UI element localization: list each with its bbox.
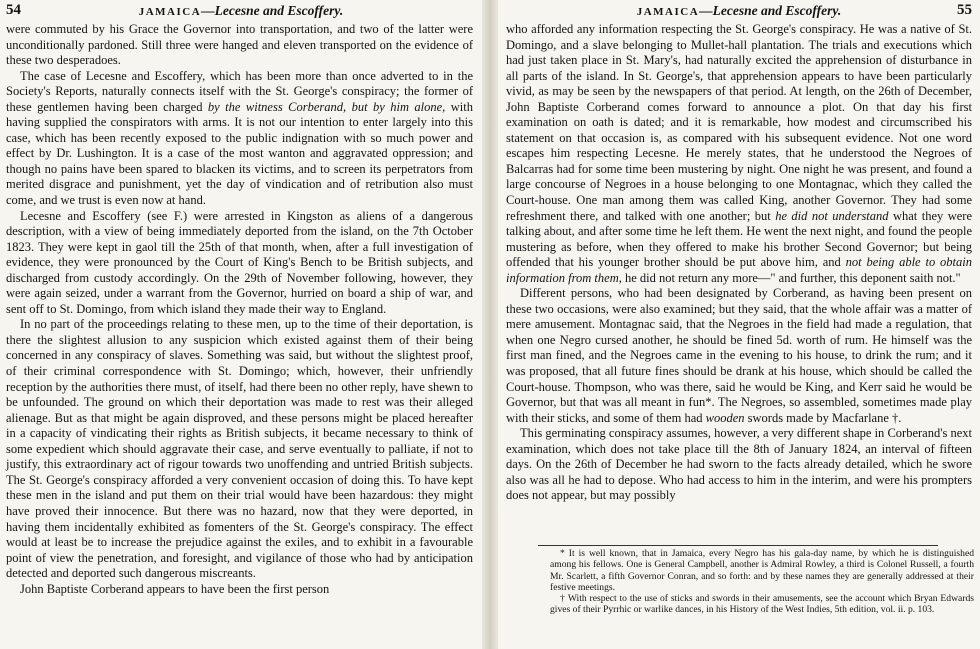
paragraph — [506, 22, 972, 286]
italic-text: he did not understand — [775, 208, 889, 223]
right-page-body — [506, 22, 972, 504]
paragraph-text: what they were talking about, and after some time he left them. He went the next night, and found the people mustering as before, when they offered to make his brother Second Governor; but being offended that his younger brother should be put above him, and — [506, 208, 972, 270]
paragraph — [506, 426, 972, 504]
right-page-header — [506, 2, 972, 22]
page-number: 54 — [6, 2, 21, 18]
paragraph-text: Different persons, who had been designated by Corberand, as having been present on these two occasions, were also examined; but they said, that the whole affair was a matter of mere amusement. Montagnac said, that the Negroes in the field had made a regulation, that when one Negro cursed another, he should be fined 5d. worth of rum. He himself was the first man fined, and the Negroes came in the evening to his house, to drink the rum; and it was proposed, that all future fines should be drank at his house, which should be called the Court-house. Thompson, who was there, said he would be King, and Kerr said he would be Governor, but that was all meant in fun*. The Negroes, so assembled, sometimes made play with their sticks, and some of them had — [506, 286, 972, 425]
page-number: 55 — [957, 2, 972, 18]
paragraph-text: were commuted by his Grace the Governor into transportation, and two of the latter were unconditionally pardoned. Still three were hanged and eleven transported on the evidence of these two desperadoes. — [6, 22, 473, 68]
paragraph — [6, 69, 473, 209]
italic-text: not being able to obtain information from them, — [506, 255, 972, 285]
running-head: JAMAICA—Lecesne and Escoffery. — [636, 3, 842, 18]
paragraph-text: he did not return any more—" and further, this deponent saith not." — [621, 270, 961, 285]
right-page — [498, 0, 980, 649]
paragraph — [506, 286, 972, 426]
paragraph — [6, 209, 473, 318]
footnotes — [550, 548, 974, 616]
paragraph-text: John Baptiste Corberand appears to have been the first person — [20, 581, 330, 596]
paragraph-text: The case of Lecesne and Escoffery, which has been more than once adverted to in the Society's Reports, naturally connects itself with the St. George's conspiracy; the former of these gentlemen having been charged — [6, 68, 473, 114]
paragraph-text: This germinating conspiracy assumes, however, a very different shape in Corberand's next examination, which does not take place till the 8th of January 1824, an interval of fifteen days. On the 26th of December he had sworn to the facts already detailed, which he swore also was all he had to depose. Who had access to him in the interim, and were his prompters does not appear, but may possibly — [506, 426, 972, 503]
running-head: JAMAICA—Lecesne and Escoffery. — [138, 3, 344, 18]
italic-text: wooden — [705, 410, 745, 425]
paragraph-text: who afforded any information respecting the St. George's conspiracy. He was a native of St. Domingo, and a slave belonging to Mullet-hall plantation. The trials and executions which had just taken place in St. Mary's, had naturally excited the apprehension of disturbance in all parts of the island. In St. George's, that apprehension appears to have been particularly vivid, as may be seen by the newspapers of that period. At length, on the 26th of December, John Baptiste Corberand comes forward to announce a plot. On that day his first examination on oath is dated; and it is remarkable, how modest and circumscribed his statement on that occasion is, as compared with his subsequent evidence. Not one word escapes him respecting Lecesne. He merely states, that he understood the Negroes of Balcarras had for some time been mustering by night. One night he was present, and found a large concourse of Negroes in a house belonging to one Montagnac, which they called the Court-house. One man among them was called King, another Governor. They had some refreshment there, and talked with one another; but — [506, 22, 972, 223]
left-page-header — [6, 2, 476, 22]
book-gutter — [482, 0, 498, 649]
left-page-body — [6, 22, 473, 597]
paragraph-text: In no part of the proceedings relating to these men, up to the time of their deportation, is there the slightest allusion to any suspicion which existed against them of their being concerned in any conspiracy of slaves. Something was said, but without the slightest proof, of their criminal correspondence with St. Domingo; which, however, their unfriendly reception by the authorities there must, of itself, had there been no other reply, have shewn to be unfounded. The ground on which their deportation was made to rest was their alleged alienage. But as that might be again disproved, and these persons might be placed hereafter in a capacity of vindicating their rights as British subjects, it became necessary to think of some expedient which should aggravate their case, and serve eventually to palliate, if not to justify, this extraordinary act of rigour towards two unoffending and untried British subjects. The St. George's conspiracy afforded a very convenient occasion of doing this. To have kept these men in the island and put them on their trial would have been hazardous: they might have proved their innocence. But there was no hazard, now that they were deported, in having them incidentally exhibited as fomenters of the St. George's conspiracy. The effect would at least be to increase the prejudice against the exiles, and to exhibit in a favourable point of view the penetration, and foresight, and vigilance of those who had by anticipation detected and deported such dangerous miscreants. — [6, 317, 473, 581]
paragraph — [6, 317, 473, 581]
paragraph-text: Lecesne and Escoffery (see F.) were arrested in Kingston as aliens of a dangerous description, with a view of being immediately deported from the island, on the 7th October 1823. They were kept in gaol till the 25th of that month, when, after a full investigation of evidence, they were pronounced by the Court of King's Bench to be British subjects, and discharged from custody accordingly. On the 29th of November following, however, they were again seized, under a warrant from the Governor, hurried on board a ship of war, and sent off to St. Domingo, from which island they made their way to England. — [6, 208, 473, 316]
paragraph-text: swords made by Macfarlane †. — [744, 410, 902, 425]
left-page — [0, 0, 482, 649]
paragraph — [6, 582, 473, 598]
italic-text: by the witness Corberand, but by him alone, — [207, 99, 446, 114]
paragraph-text: with having supplied the conspirators with arms. It is not our intention to enter largely into this case, which has been recently exposed to the public indignation with so much power and effect by Dr. Lushington. It is a case of the most wanton and aggravated oppression; and though no pains have been spared to blacken its victims, and to screen its perpetrators from merited disgrace and punishment, yet the day of vindication and of retribution also must come, and we trust is even now at hand. — [6, 99, 473, 208]
footnote-rule — [538, 545, 938, 546]
paragraph — [6, 22, 473, 69]
footnote: † With respect to the use of sticks and swords in their amusements, see the account which Bryan Edwards gives of their Pyrrhic or warlike dances, in his History of the West Indies, 5th edition, vol. ii. p. 103. — [550, 593, 974, 616]
footnote: * It is well known, that in Jamaica, every Negro has his gala-day name, by which he is distinguished among his fellows. One is General Campbell, another is Admiral Rowley, a third is Colonel Russell, a fourth Mr. Scarlett, a fifth Governor Conran, and so forth: and by these names they are generally addressed at their festive meetings. — [550, 548, 974, 593]
